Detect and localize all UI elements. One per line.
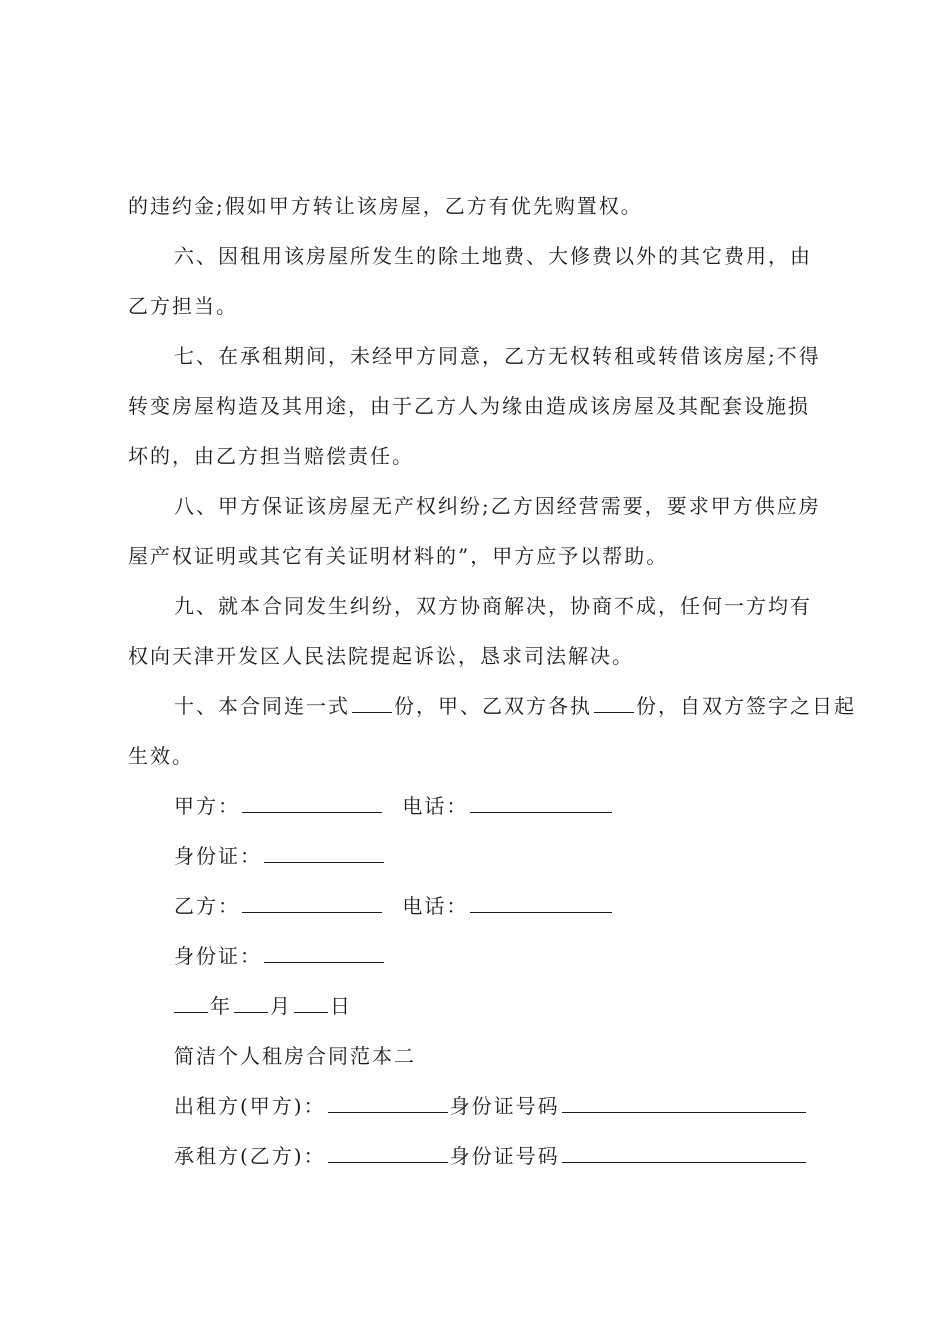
party-a-blank[interactable] <box>242 792 382 813</box>
party-b-label: 乙方： <box>174 894 240 918</box>
paragraph-line: 六、因租用该房屋所发生的除土地费、大修费以外的其它费用，由 <box>174 244 812 268</box>
phone-label: 电话： <box>402 894 469 918</box>
party-b-id-blank[interactable] <box>264 942 384 963</box>
phone-label: 电话： <box>402 794 469 818</box>
paragraph-line: 权向天津开发区人民法院提起诉讼，恳求司法解决。 <box>128 644 634 668</box>
paragraph-line: 七、在承租期间，未经甲方同意，乙方无权转租或转借该房屋;不得 <box>174 344 821 368</box>
lessor-row <box>174 1092 808 1120</box>
party-b-blank[interactable] <box>242 892 382 913</box>
party-a-phone-blank[interactable] <box>470 792 612 813</box>
lessee-row <box>174 1142 808 1170</box>
lessor-id-blank[interactable] <box>562 1092 806 1113</box>
month-blank[interactable] <box>234 992 268 1013</box>
clause-ten-text: 份，甲、乙双方各执 <box>394 694 592 718</box>
party-b-id-row <box>174 942 386 970</box>
lessee-name-blank[interactable] <box>328 1142 448 1163</box>
year-label: 年 <box>210 994 232 1018</box>
section-title: 简洁个人租房合同范本二 <box>174 1044 416 1068</box>
day-label: 日 <box>330 994 352 1018</box>
id-number-label: 身份证号码 <box>449 1144 560 1168</box>
clause-ten-line <box>174 692 856 720</box>
paragraph-line: 乙方担当。 <box>128 294 238 318</box>
party-a-id-row <box>174 842 386 870</box>
paragraph-line: 屋产权证明或其它有关证明材料的”，甲方应予以帮助。 <box>128 544 669 568</box>
clause-ten-text: 份，自双方签字之日起 <box>636 694 856 718</box>
id-label: 身份证： <box>174 944 262 968</box>
party-a-id-blank[interactable] <box>264 842 384 863</box>
party-a-label: 甲方： <box>174 794 240 818</box>
lessee-label: 承租方(乙方)： <box>174 1144 326 1168</box>
party-b-phone-blank[interactable] <box>470 892 612 913</box>
day-blank[interactable] <box>294 992 328 1013</box>
paragraph-line: 坏的，由乙方担当赔偿责任。 <box>128 444 414 468</box>
party-b-row <box>174 892 614 920</box>
party-a-row <box>174 792 614 820</box>
paragraph-line: 转变房屋构造及其用途，由于乙方人为缘由造成该房屋及其配套设施损 <box>128 394 810 418</box>
lessor-name-blank[interactable] <box>328 1092 448 1113</box>
id-label: 身份证： <box>174 844 262 868</box>
clause-ten-text: 十、本合同连一式 <box>174 694 350 718</box>
lessee-id-blank[interactable] <box>562 1142 806 1163</box>
date-row <box>174 992 352 1020</box>
month-label: 月 <box>270 994 292 1018</box>
year-blank[interactable] <box>174 992 208 1013</box>
copies-total-blank[interactable] <box>352 692 392 713</box>
paragraph-line: 八、甲方保证该房屋无产权纠纷;乙方因经营需要，要求甲方供应房 <box>174 494 821 518</box>
lessor-label: 出租方(甲方)： <box>174 1094 326 1118</box>
copies-each-blank[interactable] <box>594 692 634 713</box>
id-number-label: 身份证号码 <box>449 1094 560 1118</box>
paragraph-line: 九、就本合同发生纠纷，双方协商解决，协商不成，任何一方均有 <box>174 594 812 618</box>
paragraph-line: 生效。 <box>128 744 194 768</box>
paragraph-line: 的违约金;假如甲方转让该房屋，乙方有优先购置权。 <box>128 194 643 218</box>
